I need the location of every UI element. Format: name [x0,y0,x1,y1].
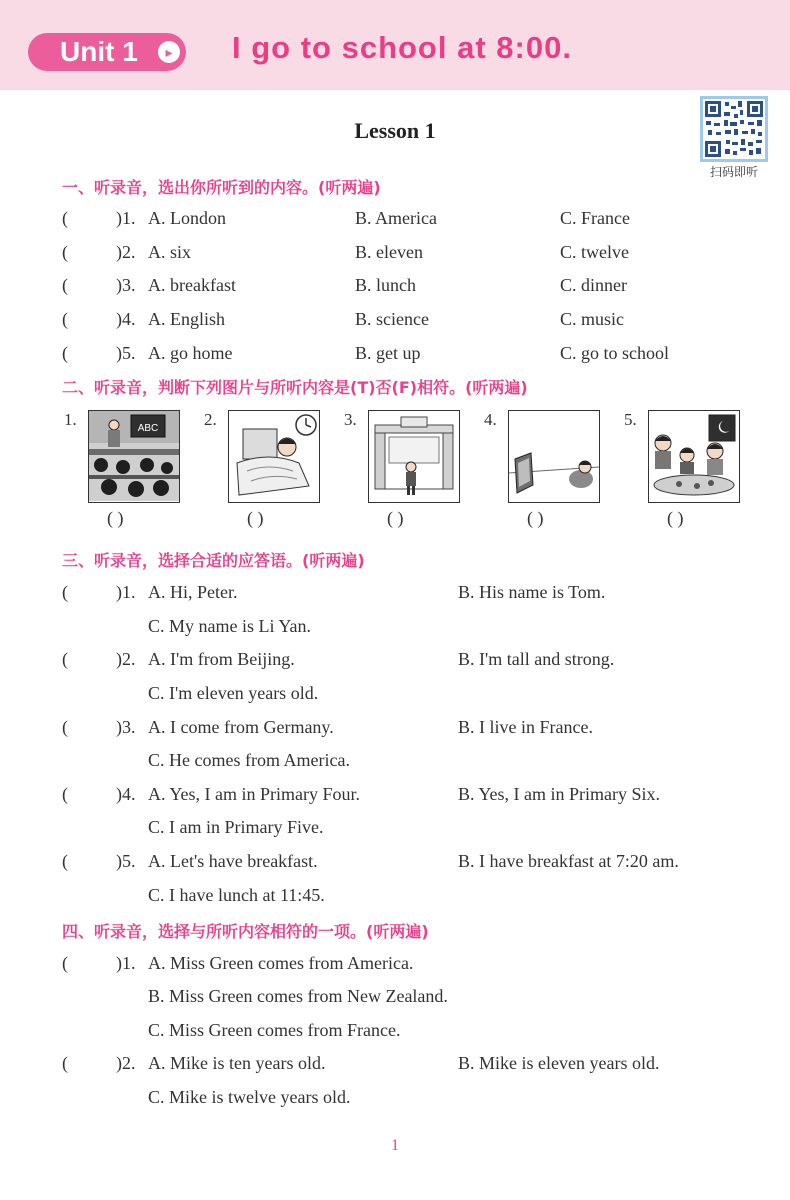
option-c[interactable]: C. twelve [560,242,629,262]
option-c[interactable]: C. I am in Primary Five. [148,817,324,837]
question-number: )2. [116,649,136,669]
answer-paren[interactable]: ( ) [387,508,404,528]
question-number: )1. [116,208,136,228]
option-c[interactable]: C. dinner [560,275,627,295]
option-c[interactable]: C. He comes from America. [148,750,350,770]
option-c[interactable]: C. France [560,208,630,228]
answer-paren: ( [62,717,68,737]
picture-number: 1. [64,410,77,429]
question-number: )2. [116,242,136,262]
option-c[interactable]: C. I'm eleven years old. [148,683,319,703]
option-b[interactable]: B. Mike is eleven years old. [458,1053,660,1073]
option-b[interactable]: B. His name is Tom. [458,582,606,602]
unit-title: I go to school at 8:00. [232,30,572,65]
picture-number: 4. [484,410,497,429]
answer-paren[interactable]: ( ) [107,508,124,528]
option-c[interactable]: C. music [560,309,625,329]
option-b[interactable]: B. Yes, I am in Primary Six. [458,784,661,804]
section2-heading: 二、听录音，判断下列图片与所听内容是(T)否(F)相符。(听两遍) [62,378,528,397]
picture-number: 5. [624,410,637,429]
option-c[interactable]: C. Miss Green comes from France. [148,1020,401,1040]
option-c[interactable]: C. Mike is twelve years old. [148,1087,351,1107]
question-number: )1. [116,953,136,973]
unit-badge [28,33,186,71]
question-number: )4. [116,309,136,329]
question-number: )1. [116,582,136,602]
option-c[interactable]: C. I have lunch at 11:45. [148,885,325,905]
option-b[interactable]: B. America [355,208,437,228]
option-a[interactable]: A. I come from Germany. [148,717,334,737]
answer-paren: ( [62,953,68,973]
option-a[interactable]: A. English [148,309,226,329]
answer-paren: ( [62,649,68,669]
answer-paren: ( [62,208,68,228]
option-a[interactable]: A. six [148,242,192,262]
answer-paren[interactable]: ( ) [667,508,684,528]
arrow-right-icon: ▸ [158,41,180,63]
answer-paren: ( [62,784,68,804]
blackboard-text: ABC [137,423,159,434]
option-a[interactable]: A. Yes, I am in Primary Four. [148,784,361,804]
option-a[interactable]: A. Mike is ten years old. [148,1053,326,1073]
option-b[interactable]: B. get up [355,343,421,363]
option-b[interactable]: B. I have breakfast at 7:20 am. [458,851,679,871]
option-a[interactable]: A. go home [148,343,233,363]
answer-paren: ( [62,582,68,602]
picture-number: 3. [344,410,357,429]
tv-room-picture [508,410,600,503]
lesson-title: Lesson 1 [354,118,436,143]
option-c[interactable]: C. My name is Li Yan. [148,616,312,636]
question-number: )4. [116,784,136,804]
unit-label: Unit 1 [60,36,138,67]
answer-paren: ( [62,309,68,329]
option-c[interactable]: C. go to school [560,343,670,363]
option-a[interactable]: A. I'm from Beijing. [148,649,295,669]
question-number: )5. [116,851,136,871]
classroom-picture [88,410,180,503]
option-b[interactable]: B. I live in France. [458,717,593,737]
answer-paren: ( [62,1053,68,1073]
qr-code-icon[interactable] [700,96,768,162]
section4-heading: 四、听录音，选择与所听内容相符的一项。(听两遍) [62,922,429,941]
unit-header-bar [0,0,790,90]
family-dinner-picture [648,410,740,503]
answer-paren: ( [62,851,68,871]
boy-in-bed-picture [228,410,320,503]
section1-heading: 一、听录音，选出你所听到的内容。(听两遍) [62,178,381,197]
school-gate-picture [368,410,460,503]
qr-caption: 扫码即听 [709,165,758,179]
option-b[interactable]: B. eleven [355,242,423,262]
question-number: )2. [116,1053,136,1073]
section3-heading: 三、听录音，选择合适的应答语。(听两遍) [62,551,365,570]
question-number: )3. [116,717,136,737]
question-number: )5. [116,343,136,363]
answer-paren[interactable]: ( ) [247,508,264,528]
picture-number: 2. [204,410,217,429]
answer-paren: ( [62,275,68,295]
page-number: 1 [391,1137,399,1154]
option-a[interactable]: A. Hi, Peter. [148,582,238,602]
option-a[interactable]: A. London [148,208,226,228]
option-b[interactable]: B. Miss Green comes from New Zealand. [148,986,448,1006]
option-b[interactable]: B. I'm tall and strong. [458,649,615,669]
answer-paren: ( [62,242,68,262]
question-number: )3. [116,275,136,295]
option-b[interactable]: B. science [355,309,429,329]
option-a[interactable]: A. Let's have breakfast. [148,851,318,871]
option-a[interactable]: A. Miss Green comes from America. [148,953,414,973]
answer-paren: ( [62,343,68,363]
option-a[interactable]: A. breakfast [148,275,236,295]
option-b[interactable]: B. lunch [355,275,416,295]
answer-paren[interactable]: ( ) [527,508,544,528]
